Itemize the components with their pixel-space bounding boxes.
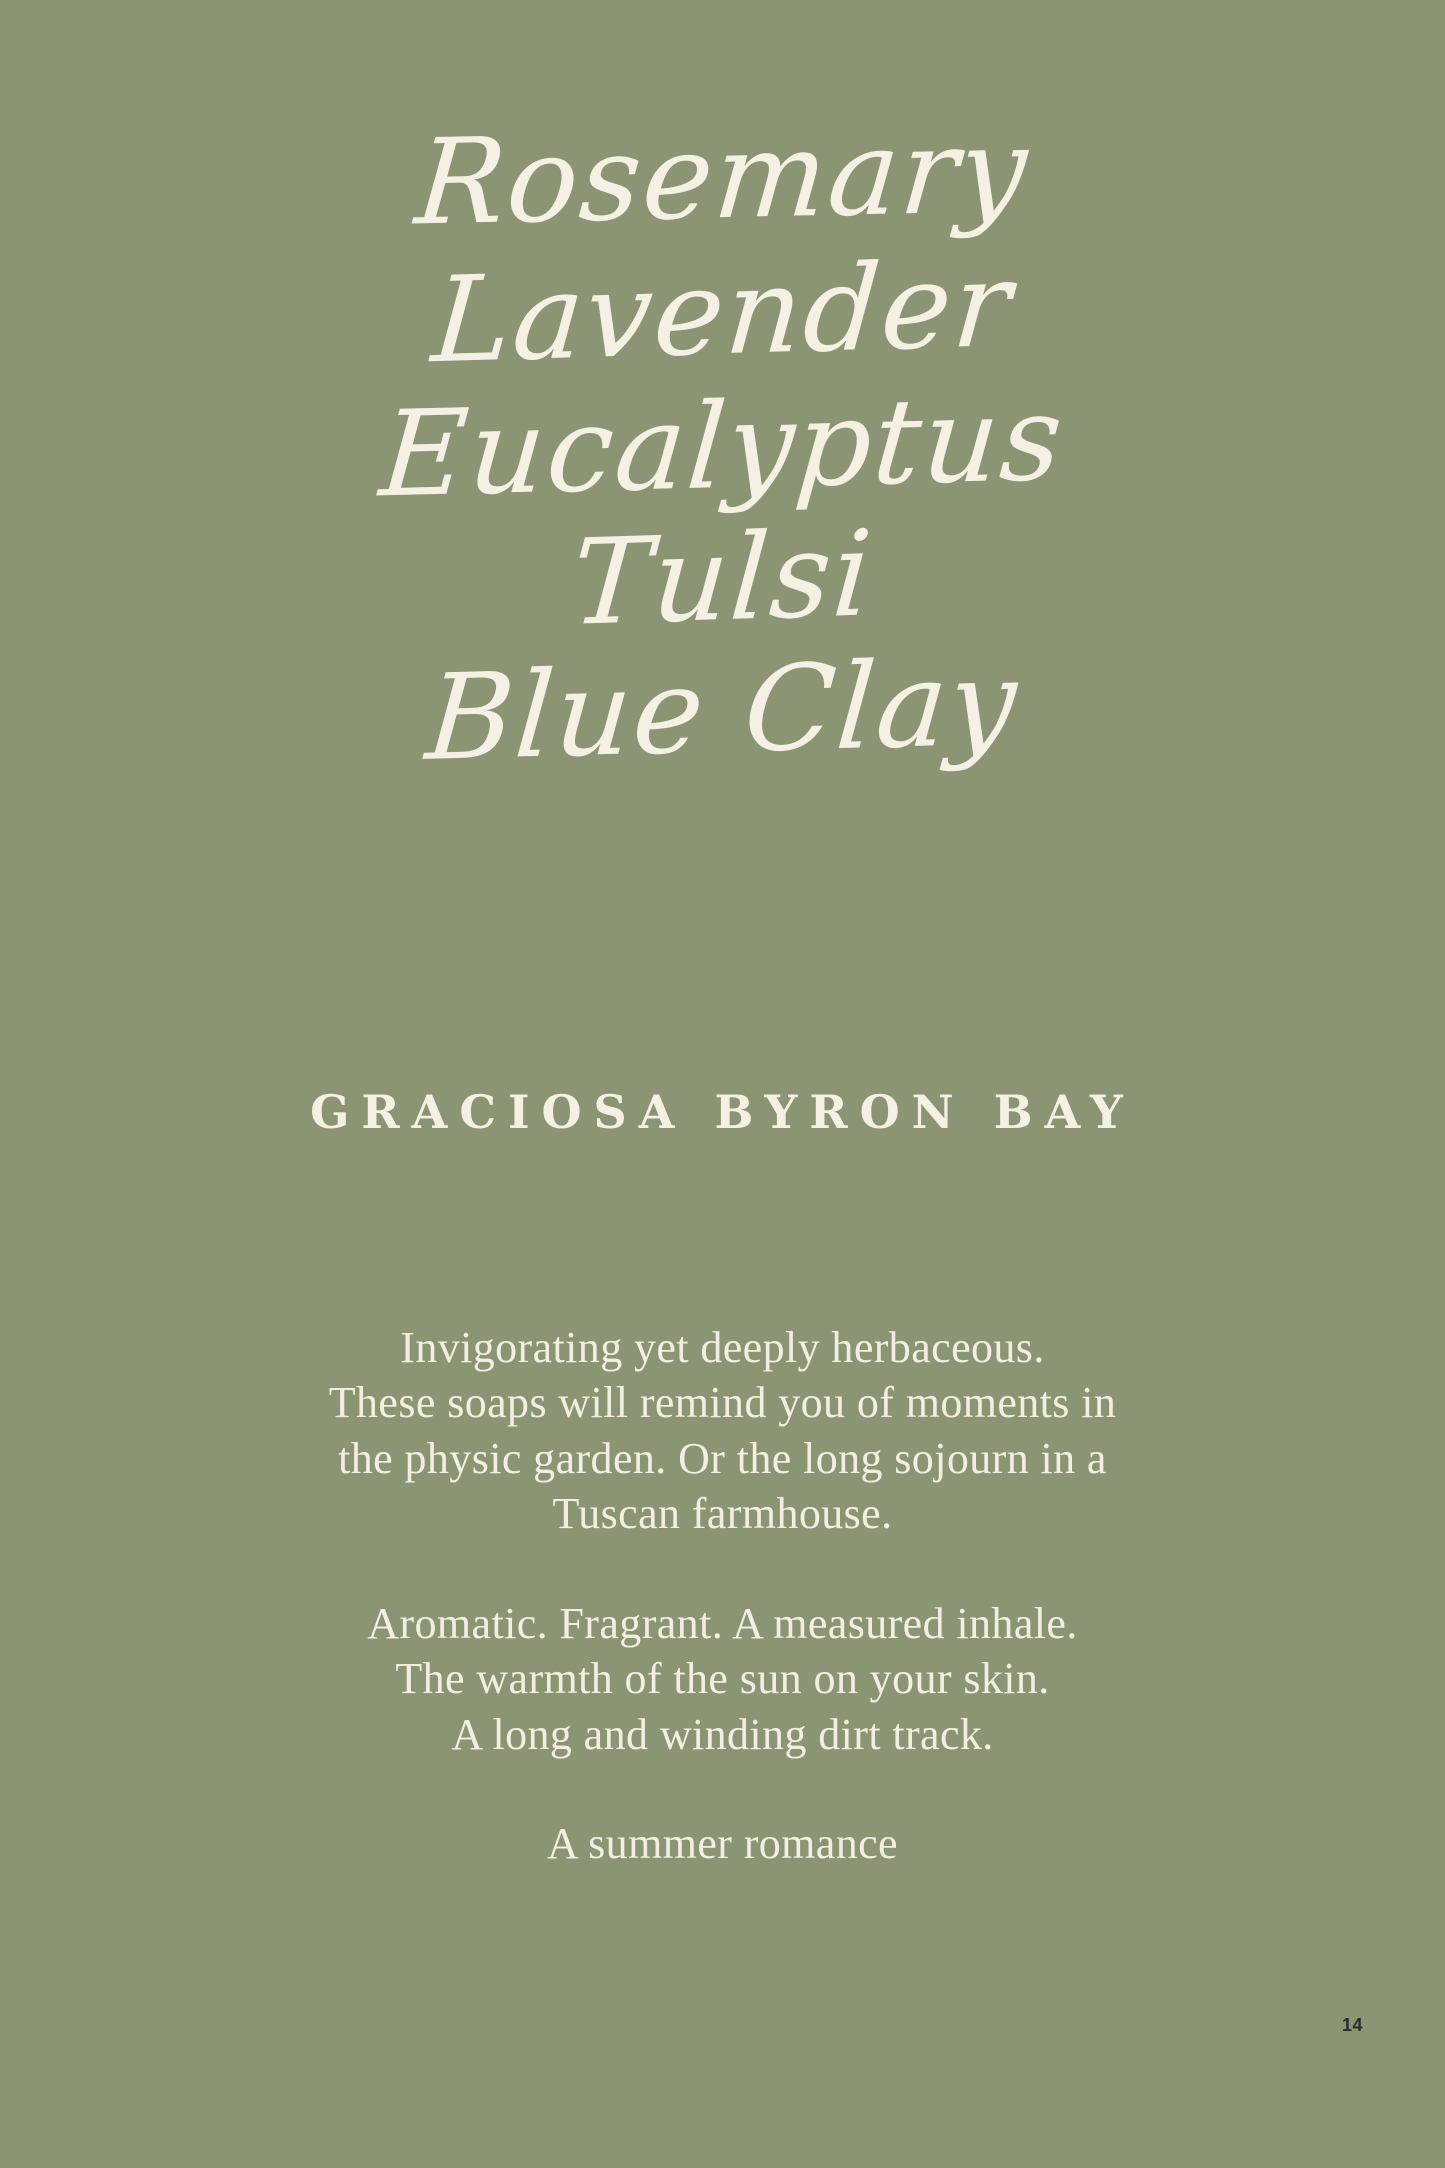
body-copy [0,1320,1445,1872]
headline-line-blue-clay: Blue Clay [421,633,1024,788]
headline-line-eucalyptus: Eucalyptus [375,368,1070,524]
brand-name: GRACIOSA BYRON BAY [310,1085,1135,1139]
page-number: 14 [1341,2015,1363,2035]
paragraph-one-line-1: Invigorating yet deeply herbaceous. [400,1323,1045,1372]
headline-line-tulsi: Tulsi [567,504,878,653]
headline-line-rosemary: Rosemary [410,100,1035,252]
paragraph-three [173,1816,1273,1871]
paragraph-one-line-2: These soaps will remind you of moments in [328,1378,1117,1428]
paragraph-two-line-3: A long and winding dirt track. [451,1709,994,1759]
paragraph-one [173,1320,1273,1542]
paragraph-two [173,1596,1273,1762]
paragraph-one-line-4: Tuscan farmhouse. [552,1489,893,1539]
headline-line-lavender: Lavender [427,234,1018,390]
paragraph-one-line-3: the physic garden. Or the long sojourn in a [338,1433,1107,1483]
paragraph-three-line-1: A summer romance [547,1819,898,1869]
paragraph-two-line-2: The warmth of the sun on your skin. [395,1654,1050,1704]
paragraph-two-line-1: Aromatic. Fragrant. A measured inhale. [367,1598,1078,1648]
product-headline [0,100,1445,788]
